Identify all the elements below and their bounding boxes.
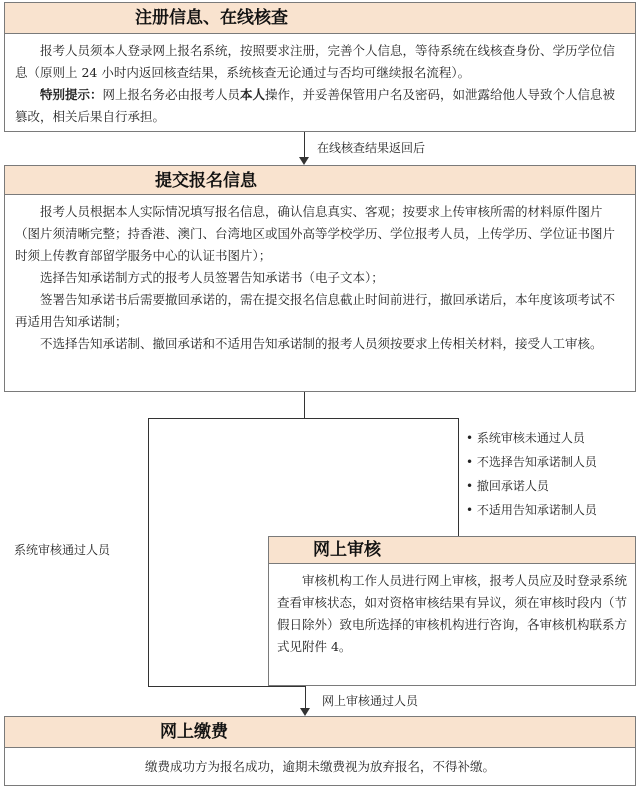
step1-title: 注册信息、在线核查 <box>135 8 288 28</box>
step3-header <box>268 536 636 564</box>
step2-paragraph: 选择告知承诺制方式的报考人员签署告知承诺书（电子文本）； <box>40 270 384 285</box>
step4-header <box>4 716 636 748</box>
arrow1-head <box>299 157 309 165</box>
step4-body <box>4 748 636 786</box>
right-branch-item: • 撤回承诺人员 <box>466 479 549 493</box>
step1-tip-post: 操作，并妥善保管用户名及密码，如泄露给他人导致个人信息被篡改，相关后果自行承担。 <box>15 87 616 124</box>
step2-paragraph: 签署告知承诺书后需要撤回承诺的，需在提交报名信息截止时间前进行，撤回承诺后，本年度该项考试不再适用告知承诺制； <box>15 292 616 329</box>
step2-paragraph: 报考人员根据本人实际情况填写报名信息，确认信息真实、客观；按要求上传审核所需的材料原件图片（图片须清晰完整；持香港、澳门、台湾地区或国外高等学校学历、学位报考人员，上传学历、学位证书图片时须上传教育部留学服务中心的认证书图片）； <box>15 204 616 263</box>
step2-title: 提交报名信息 <box>155 171 257 191</box>
right-branch-item: • 系统审核未通过人员 <box>466 431 585 445</box>
step3-body <box>268 564 636 686</box>
step1-tip <box>15 84 625 128</box>
arrow3-label: 网上审核通过人员 <box>322 694 419 708</box>
branch-left-vertical <box>148 418 149 686</box>
step4-title: 网上缴费 <box>160 722 228 742</box>
step1-tip-bold: 本人 <box>240 87 266 102</box>
arrow1-line <box>304 132 305 158</box>
right-branch-item: • 不选择告知承诺制人员 <box>466 455 597 469</box>
arrow1-label: 在线核查结果返回后 <box>317 141 426 155</box>
branch-horizontal-top <box>148 418 458 419</box>
step1-body <box>4 34 636 132</box>
left-branch-label: 系统审核通过人员 <box>14 543 111 557</box>
branch-stem <box>304 392 305 418</box>
arrow3-head <box>300 708 310 716</box>
step3-title: 网上审核 <box>313 540 381 560</box>
step1-paragraph: 报考人员须本人登录网上报名系统，按照要求注册，完善个人信息，等待系统在线核查身份、学历学位信息（原则上 24 小时内返回核查结果，系统核查无论通过与否均可继续报名流程）。 <box>15 43 616 80</box>
step1-tip-pre: 网上报名务必由报考人员 <box>102 87 241 102</box>
arrow3-line <box>305 686 306 708</box>
step3-paragraph: 审核机构工作人员进行网上审核，报考人员应及时登录系统查看审核状态，如对资格审核结果有异议，须在审核时段内（节假日除外）致电所选择的审核机构进行咨询，各审核机构联系方式见附件 4。 <box>277 573 628 654</box>
right-branch-item: • 不适用告知承诺制人员 <box>466 503 597 517</box>
step1-tip-label: 特别提示： <box>40 87 103 102</box>
step2-body <box>4 195 636 392</box>
branch-right-vertical <box>458 418 459 536</box>
step2-paragraph: 不选择告知承诺制、撤回承诺和不适用告知承诺制的报考人员须按要求上传相关材料，接受人工审核。 <box>40 336 603 351</box>
branch-horizontal-bottom <box>148 686 306 687</box>
step4-paragraph: 缴费成功方为报名成功，逾期未缴费视为放弃报名，不得补缴。 <box>144 759 495 774</box>
step2-header <box>4 165 636 195</box>
step1-header <box>4 2 636 34</box>
